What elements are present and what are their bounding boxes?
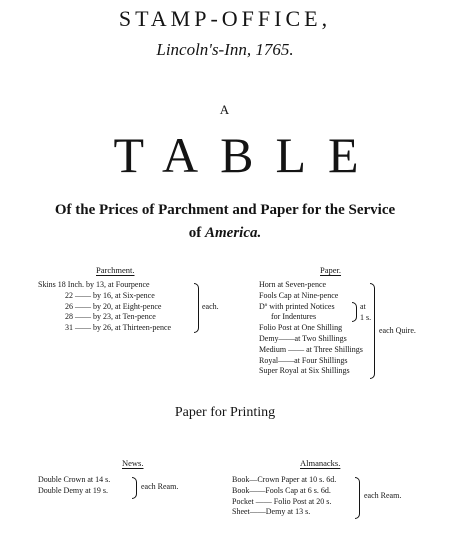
parchment-each: each. bbox=[202, 302, 219, 311]
parchment-brace bbox=[194, 283, 199, 333]
almanacks-brace bbox=[355, 477, 360, 519]
paper-one-shilling-note: 1 s. bbox=[360, 313, 372, 322]
paper-row: Fools Cap at Nine-pence bbox=[259, 290, 339, 300]
paper-row: Demy——at Two Shillings bbox=[259, 333, 347, 343]
service-of-line bbox=[0, 225, 450, 242]
paper-brace bbox=[370, 283, 375, 379]
parchment-row: 31 —— by 26, at Thirteen-pence bbox=[65, 323, 172, 333]
news-row: Double Demy at 19 s. bbox=[38, 485, 108, 495]
paper-each-quire: each Quire. bbox=[379, 326, 416, 335]
america-word: America. bbox=[205, 225, 262, 241]
news-each-ream: each Ream. bbox=[141, 482, 179, 491]
news-heading: News. bbox=[122, 458, 144, 468]
paper-row: Medium —— at Three Shillings bbox=[259, 344, 363, 354]
prices-subtitle: Of the Prices of Parchment and Paper for the Service bbox=[54, 202, 396, 218]
parchment-list bbox=[38, 280, 171, 334]
printing-heading: Paper for Printing bbox=[174, 405, 276, 420]
paper-row: Royal——at Four Shillings bbox=[259, 355, 348, 365]
almanacks-each-ream: each Ream. bbox=[364, 491, 402, 500]
news-list bbox=[38, 475, 110, 497]
office-heading: STAMP-OFFICE, bbox=[118, 6, 332, 31]
office-subtitle: Lincoln's-Inn, 1765. bbox=[156, 40, 294, 59]
almanacks-list bbox=[232, 475, 336, 518]
table-title: TABLE bbox=[113, 127, 381, 183]
almanacks-row: Book—Crown Paper at 10 s. 6d. bbox=[232, 475, 337, 484]
parchment-heading: Parchment. bbox=[96, 265, 135, 275]
news-row: Double Crown at 14 s. bbox=[38, 475, 111, 484]
paper-row: Horn at Seven-pence bbox=[259, 280, 327, 289]
paper-row: for Indentures bbox=[271, 312, 317, 322]
almanacks-row: Sheet——Demy at 13 s. bbox=[232, 507, 311, 517]
paper-row: Folio Post at One Shilling bbox=[259, 323, 343, 333]
parchment-row: Skins 18 Inch. by 13, at Fourpence bbox=[38, 280, 150, 289]
of-prefix: of bbox=[188, 225, 202, 241]
parchment-row: 28 —— by 23, at Ten-pence bbox=[65, 312, 156, 322]
news-brace bbox=[132, 477, 137, 499]
paper-row: Super Royal at Six Shillings bbox=[259, 366, 350, 376]
almanacks-heading: Almanacks. bbox=[300, 458, 341, 468]
paper-list bbox=[259, 280, 363, 377]
parchment-row: 22 —— by 16, at Six-pence bbox=[65, 290, 155, 300]
almanacks-row: Book——Fools Cap at 6 s. 6d. bbox=[232, 485, 331, 495]
almanacks-row: Pocket —— Folio Post at 20 s. bbox=[232, 496, 332, 506]
paper-heading: Paper. bbox=[320, 265, 342, 275]
parchment-row: 26 —— by 20, at Eight-pence bbox=[65, 301, 162, 311]
paper-at-note: at bbox=[360, 302, 366, 311]
notices-brace bbox=[352, 302, 357, 322]
article-a: A bbox=[219, 102, 231, 117]
paper-row: Dº with printed Notices bbox=[259, 301, 335, 311]
